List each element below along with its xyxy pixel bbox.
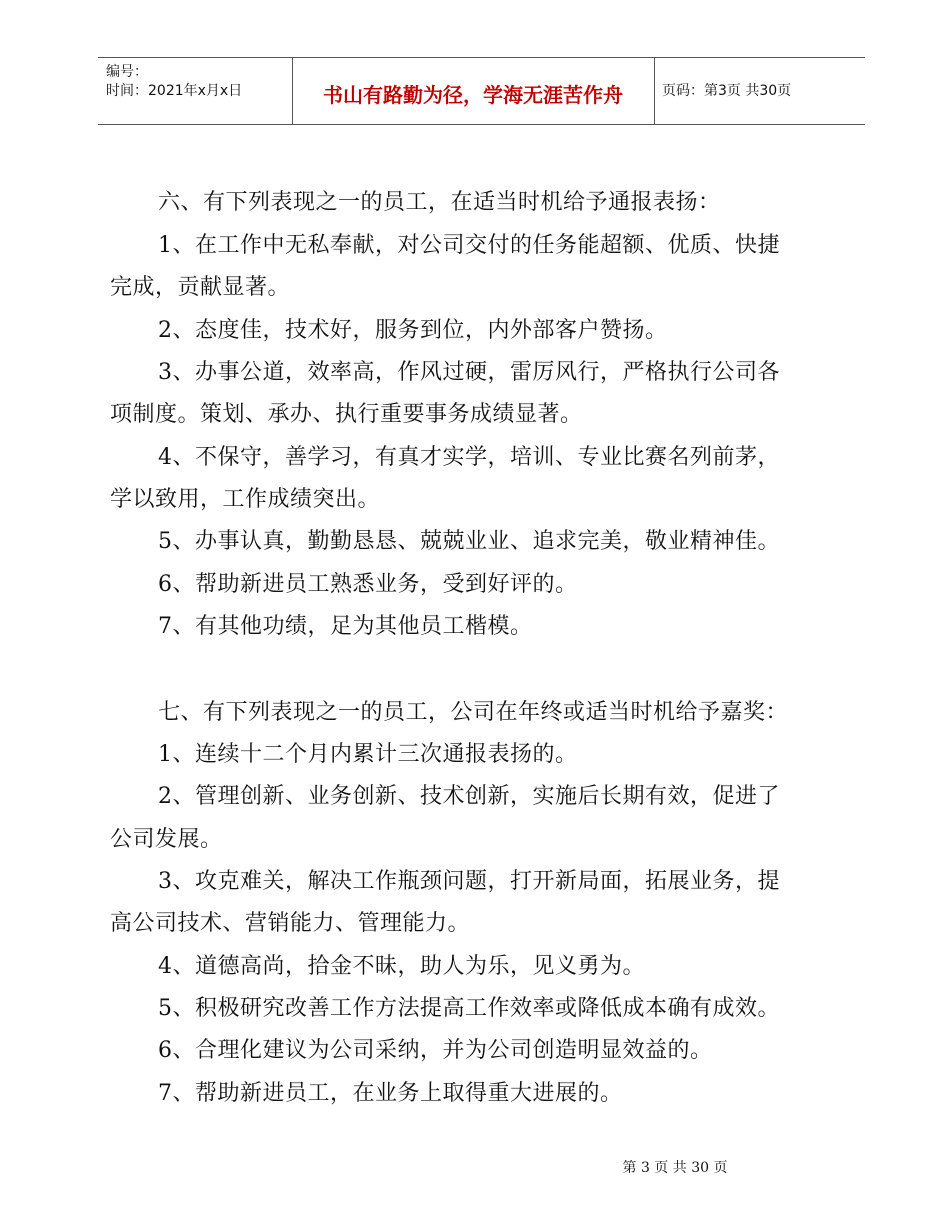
page-footer [0, 1157, 950, 1177]
section6-item6: 6、帮助新进员工熟悉业务，受到好评的。 [158, 572, 578, 597]
page-header [98, 57, 865, 125]
header-motto: 书山有路勤为径，学海无涯苦作舟 [323, 83, 623, 107]
section7-item6: 6、合理化建议为公司采纳，并为公司创造明显效益的。 [158, 1038, 713, 1063]
section6-item1-line1: 1、在工作中无私奉献，对公司交付的任务能超额、优质、快捷 [158, 233, 780, 258]
section7-item3-line1: 3、攻克难关，解决工作瓶颈问题，打开新局面，拓展业务，提 [158, 869, 780, 894]
section6-item4-line1: 4、不保守，善学习，有真才实学，培训、专业比赛名列前茅， [158, 445, 780, 470]
document-number-label: 编号： [106, 64, 148, 80]
section7-item7: 7、帮助新进员工，在业务上取得重大进展的。 [158, 1081, 623, 1106]
section7-item3-line2: 高公司技术、营销能力、管理能力。 [110, 911, 471, 936]
header-page-cell [654, 58, 865, 124]
section7-heading: 七、有下列表现之一的员工，公司在年终或适当时机给予嘉奖： [158, 700, 789, 725]
section7-item4: 4、道德高尚，拾金不昧，助人为乐，见义勇为。 [158, 954, 645, 979]
section6-item3-line1: 3、办事公道，效率高，作风过硬，雷厉风行，严格执行公司各 [158, 360, 780, 385]
section7-item2-line2: 公司发展。 [110, 827, 223, 852]
section6-item4-line2: 学以致用，工作成绩突出。 [110, 487, 381, 512]
section6-heading: 六、有下列表现之一的员工，在适当时机给予通报表扬： [158, 190, 721, 215]
header-info-cell [98, 58, 293, 124]
section6-item1-line2: 完成，贡献显著。 [110, 275, 291, 300]
document-time-label: 时间：2021年x月x日 [106, 83, 243, 99]
footer-page-number: 第 3 页 共 30 页 [622, 1160, 728, 1176]
section6-item7: 7、有其他功绩，足为其他员工楷模。 [158, 614, 533, 639]
header-page-code: 页码：第3页 共30页 [662, 83, 792, 99]
section6-item5: 5、办事认真，勤勤恳恳、兢兢业业、追求完美，敬业精神佳。 [158, 529, 780, 554]
section7-item1: 1、连续十二个月内累计三次通报表扬的。 [158, 742, 578, 767]
section7-item2-line1: 2、管理创新、业务创新、技术创新，实施后长期有效，促进了 [158, 784, 780, 809]
section7-item5: 5、积极研究改善工作方法提高工作效率或降低成本确有成效。 [158, 996, 780, 1021]
section6-item2: 2、态度佳，技术好，服务到位，内外部客户赞扬。 [158, 318, 668, 343]
section6-item3-line2: 项制度。策划、承办、执行重要事务成绩显著。 [110, 402, 583, 427]
header-motto-cell [292, 58, 655, 124]
